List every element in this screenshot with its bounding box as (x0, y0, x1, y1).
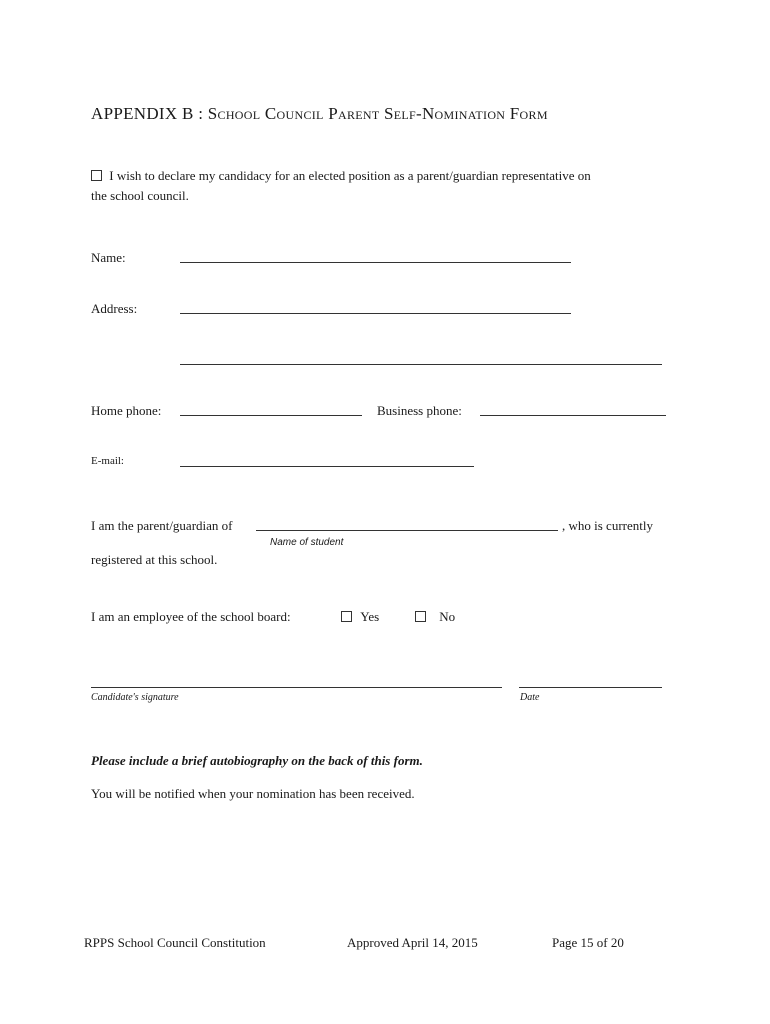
no-checkbox[interactable] (415, 611, 426, 622)
employee-no-option[interactable] (415, 609, 455, 625)
form-title (91, 104, 548, 124)
declaration-line-2: the school council. (91, 188, 189, 203)
candidate-signature-caption: Candidate's signature (91, 692, 179, 703)
student-name-caption: Name of student (270, 537, 344, 548)
name-field[interactable] (180, 262, 571, 263)
address-label: Address: (91, 301, 138, 316)
date-field[interactable] (519, 687, 662, 688)
candidate-signature-field[interactable] (91, 687, 502, 688)
footer-page-number: Page 15 of 20 (552, 935, 624, 950)
registered-text: registered at this school. (91, 552, 218, 567)
business-phone-label: Business phone: (377, 403, 462, 418)
home-phone-field[interactable] (180, 415, 362, 416)
name-label: Name: (91, 250, 126, 265)
title-prefix: APPENDIX B : (91, 104, 208, 123)
employee-question: I am an employee of the school board: (91, 609, 291, 624)
employee-yes-option[interactable] (341, 609, 379, 625)
business-phone-field[interactable] (480, 415, 666, 416)
parent-prefix: I am the parent/guardian of (91, 518, 233, 533)
address-field-line-2[interactable] (180, 364, 662, 365)
footer-approval-date: Approved April 14, 2015 (347, 935, 478, 950)
parent-suffix: , who is currently (562, 518, 653, 533)
yes-label: Yes (360, 609, 380, 624)
notification-note: You will be notified when your nomination has been received. (91, 786, 415, 801)
student-name-field[interactable] (256, 530, 558, 531)
no-label: No (439, 609, 456, 624)
address-field-line-1[interactable] (180, 313, 571, 314)
autobiography-note: Please include a brief autobiography on the back of this form. (91, 753, 423, 768)
date-caption: Date (520, 692, 540, 703)
title-main: School Council Parent Self-Nomination Form (207, 104, 548, 123)
yes-checkbox[interactable] (341, 611, 352, 622)
home-phone-label: Home phone: (91, 403, 162, 418)
email-label: E-mail: (91, 455, 124, 467)
footer-document-name: RPPS School Council Constitution (84, 935, 266, 950)
declaration-line-1 (91, 168, 591, 184)
declaration-text: I wish to declare my candidacy for an elected position as a parent/guardian representative on (109, 168, 591, 183)
candidacy-checkbox[interactable] (91, 170, 102, 181)
email-field[interactable] (180, 466, 474, 467)
